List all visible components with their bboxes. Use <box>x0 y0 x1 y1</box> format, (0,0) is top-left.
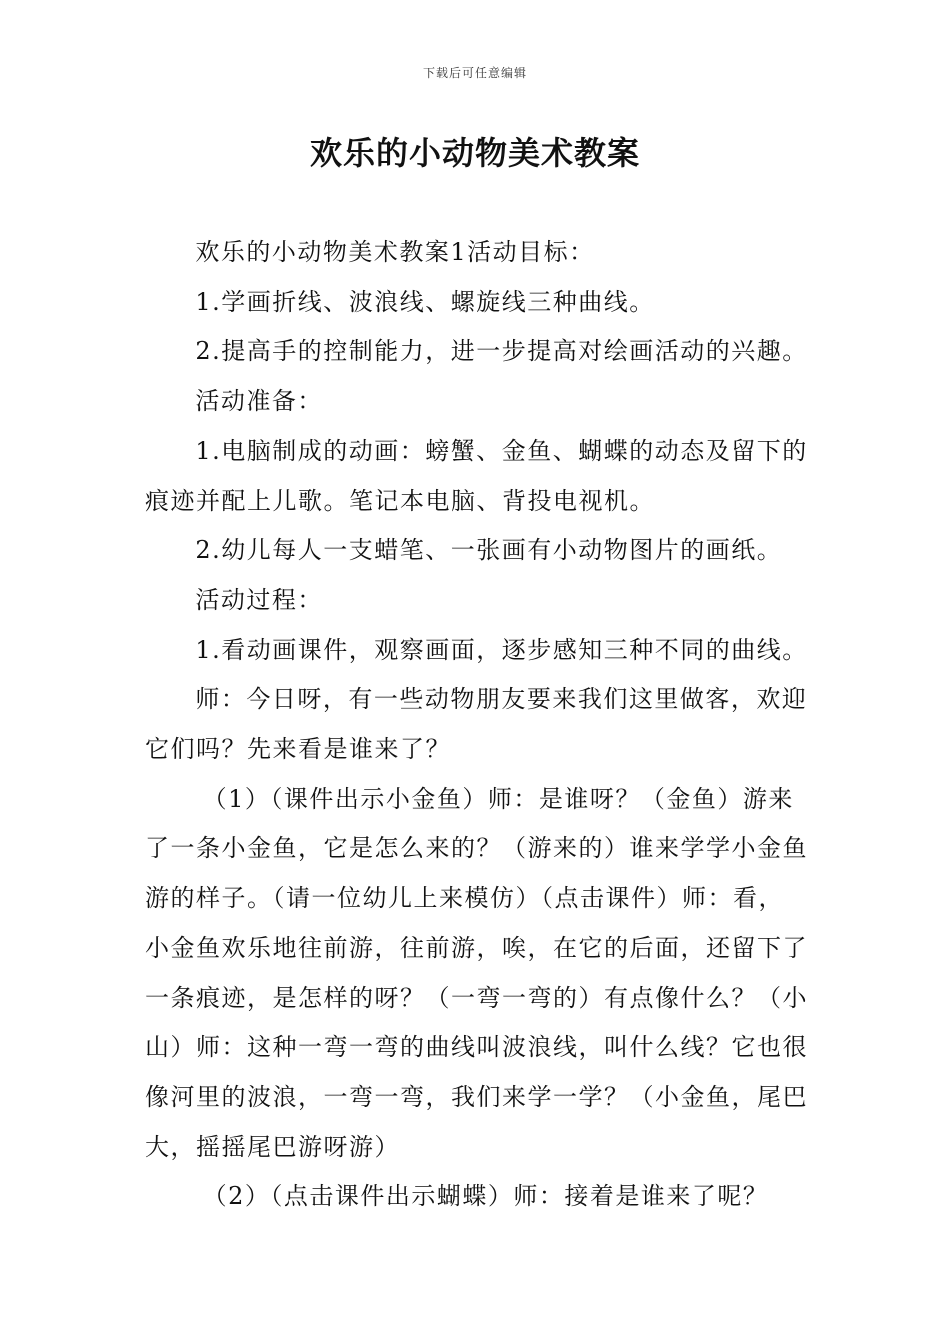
paragraph-butterfly: （2）（点击课件出示蝴蝶）师：接着是谁来了呢？ <box>202 1182 769 1211</box>
paragraph-preparation-2: 2.幼儿每人一支蜡笔、一张画有小动物图片的画纸。 <box>195 536 783 565</box>
paragraph-preparation-heading: 活动准备： <box>195 387 323 416</box>
paragraph-process-1: 1.看动画课件，观察画面，逐步感知三种不同的曲线。 <box>195 635 808 664</box>
paragraph-objective-1: 1.学画折线、波浪线、螺旋线三种曲线。 <box>195 287 655 316</box>
document-title: 欢乐的小动物美术教案 <box>309 134 640 172</box>
header-note: 下载后可任意编辑 <box>422 66 527 80</box>
paragraph-objective-2: 2.提高手的控制能力，进一步提高对绘画活动的兴趣。 <box>195 337 808 366</box>
paragraph-objectives-heading: 欢乐的小动物美术教案1活动目标： <box>195 238 595 266</box>
paragraph-process-heading: 活动过程： <box>195 585 323 614</box>
paragraph-teacher-intro: 师：今日呀，有一些动物朋友要来我们这里做客，欢迎它们吗？先来看是谁来了？ <box>145 685 808 764</box>
paragraph-preparation-1: 1.电脑制成的动画：螃蟹、金鱼、蝴蝶的动态及留下的痕迹并配上儿歌。笔记本电脑、背投电视机。 <box>145 436 808 515</box>
paragraph-goldfish: （1）（课件出示小金鱼）师：是谁呀？（金鱼）游来了一条小金鱼，它是怎么来的？（游来的）谁来学学小金鱼游的样子。（请一位幼儿上来模仿）（点击课件）师：看，小金鱼欢乐地往前游，往前游，唉，在它的后面，还留下了一条痕迹，是怎样的呀？（一弯一弯的）有点像什么？（小山）师：这种一弯一弯的曲线叫波浪线，叫什么线？它也很像河里的波浪，一弯一弯，我们来学一学？（小金鱼，尾巴大，摇摇尾巴游呀游） <box>145 784 808 1161</box>
document-body <box>145 228 809 1222</box>
